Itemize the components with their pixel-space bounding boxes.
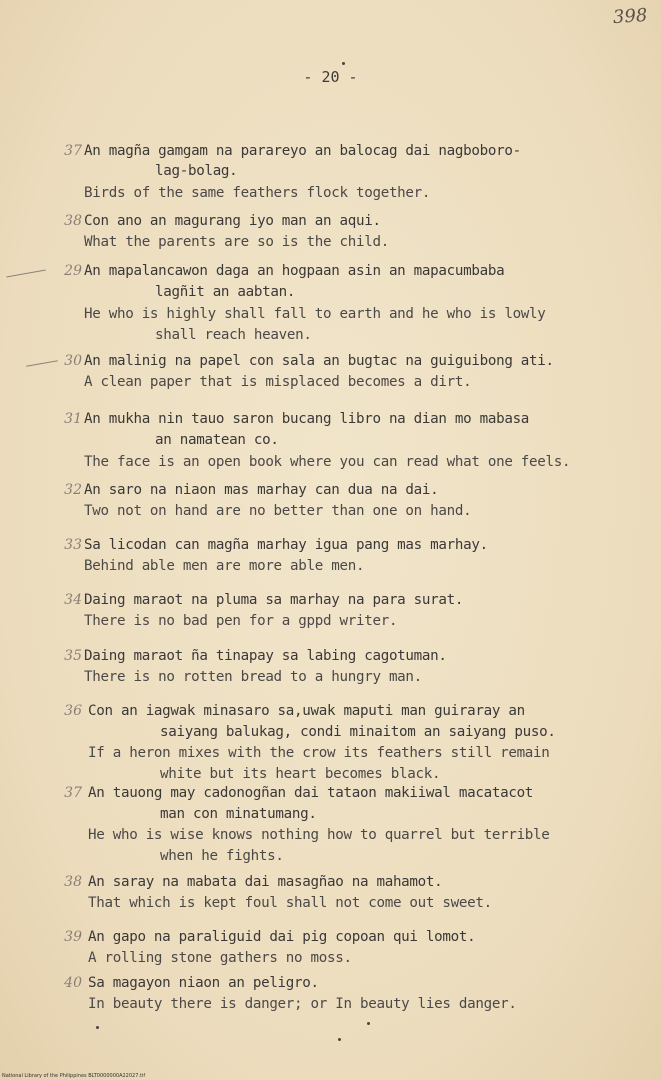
margin-mark: [6, 270, 46, 278]
bikol-proverb-line: An saro na niaon mas marhay can dua na dai.: [84, 482, 439, 498]
proverb-number: 39: [64, 929, 82, 945]
english-translation-line: A clean paper that is misplaced becomes a dirt.: [84, 374, 472, 390]
english-translation-line: There is no bad pen for a gppd writer.: [84, 613, 398, 629]
bikol-proverb-line: An malinig na papel con sala an bugtac na guiguibong ati.: [84, 353, 554, 369]
bikol-proverb-line: An mukha nin tauo saron bucang libro na dian mo mabasa: [84, 411, 530, 427]
english-translation-line: That which is kept foul shall not come out sweet.: [88, 895, 492, 911]
bikol-proverb-line: Con an iagwak minasaro sa,uwak maputi man guiraray an: [88, 703, 525, 719]
ink-dot: [367, 1022, 370, 1025]
english-translation-line: Behind able men are more able men.: [84, 558, 365, 574]
english-translation-line: when he fights.: [160, 848, 284, 864]
proverb-number: 38: [64, 213, 82, 229]
corner-annotation: 398: [611, 4, 648, 29]
bikol-proverb-line: lagñit an aabtan.: [155, 284, 296, 300]
bikol-proverb-line: man con minatumang.: [160, 806, 317, 822]
proverb-number: 37: [64, 143, 82, 159]
bikol-proverb-line: saiyang balukag, condi minaitom an saiyang puso.: [160, 724, 556, 740]
bikol-proverb-line: Sa magayon niaon an peligro.: [88, 975, 319, 991]
bikol-proverb-line: An magña gamgam na parareyo an balocag dai nagboboro-: [84, 143, 521, 159]
english-translation-line: In beauty there is danger; or In beauty lies danger.: [88, 996, 517, 1012]
english-translation-line: Two not on hand are no better than one on hand.: [84, 503, 472, 519]
english-translation-line: He who is highly shall fall to earth and he who is lowly: [84, 306, 546, 322]
bikol-proverb-line: lag-bolag.: [155, 163, 238, 179]
english-translation-line: white but its heart becomes black.: [160, 766, 441, 782]
bikol-proverb-line: An mapalancawon daga an hogpaan asin an mapacumbaba: [84, 263, 505, 279]
proverb-number: 34: [64, 592, 82, 608]
english-translation-line: What the parents are so is the child.: [84, 234, 389, 250]
proverb-number: 38: [64, 874, 82, 890]
bikol-proverb-line: Con ano an magurang iyo man an aqui.: [84, 213, 381, 229]
proverb-number: 40: [64, 975, 82, 991]
bikol-proverb-line: Daing maraot na pluma sa marhay na para surat.: [84, 592, 464, 608]
ink-dot: [342, 62, 345, 65]
page-number: - 20 -: [303, 68, 358, 86]
proverb-number: 31: [64, 411, 82, 427]
english-translation-line: Birds of the same feathers flock together.: [84, 185, 431, 201]
footer-text: National Library of the Philippines BLT0000000A22027.tif: [2, 1073, 146, 1079]
proverb-number: 30: [64, 353, 82, 369]
proverb-number: 32: [64, 482, 82, 498]
bikol-proverb-line: Daing maraot ña tinapay sa labing cagotuman.: [84, 648, 447, 664]
bikol-proverb-line: An gapo na paraliguid dai pig copoan qui lomot.: [88, 929, 476, 945]
english-translation-line: If a heron mixes with the crow its feathers still remain: [88, 745, 550, 761]
proverb-number: 29: [64, 263, 82, 279]
bikol-proverb-line: An tauong may cadonogñan dai tataon makiiwal macatacot: [88, 785, 534, 801]
proverb-number: 37: [64, 785, 82, 801]
bikol-proverb-line: Sa licodan can magña marhay igua pang mas marhay.: [84, 537, 488, 553]
ink-dot: [96, 1026, 99, 1029]
bikol-proverb-line: An saray na mabata dai masagñao na mahamot.: [88, 874, 443, 890]
english-translation-line: A rolling stone gathers no moss.: [88, 950, 352, 966]
bikol-proverb-line: an namatean co.: [155, 432, 279, 448]
proverb-number: 35: [64, 648, 82, 664]
english-translation-line: The face is an open book where you can read what one feels.: [84, 454, 571, 470]
proverb-number: 33: [64, 537, 82, 553]
ink-dot: [338, 1038, 341, 1041]
proverb-number: 36: [64, 703, 82, 719]
english-translation-line: He who is wise knows nothing how to quarrel but terrible: [88, 827, 550, 843]
english-translation-line: There is no rotten bread to a hungry man.: [84, 669, 422, 685]
english-translation-line: shall reach heaven.: [155, 327, 312, 343]
